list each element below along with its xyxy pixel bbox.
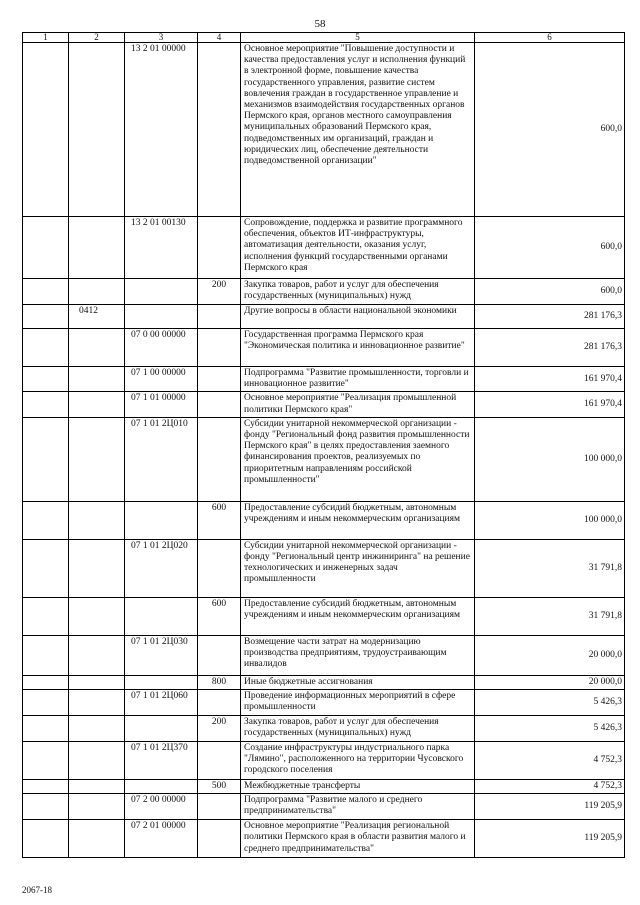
cell-subsection [69,690,125,716]
cell-section [23,716,69,742]
cell-expense-type: 600 [198,501,241,539]
cell-expense-type [198,392,241,417]
cell-description: Основное мероприятие "Реализация региональной политики Пермского края в области развития малого и среднего предпринимательства" [241,820,475,858]
cell-target-code [125,305,198,329]
cell-target-code: 13 2 01 00000 [125,43,198,217]
document-code: 2067-18 [22,885,52,895]
cell-amount: 100 000,0 [475,501,625,539]
cell-expense-type [198,635,241,675]
cell-amount: 281 176,3 [475,305,625,329]
cell-expense-type: 200 [198,279,241,305]
cell-description: Субсидии унитарной некоммерческой организации - фонду "Региональный центр инжиниринга" на решение технологических и инженерных задач промышленности [241,539,475,597]
cell-subsection [69,780,125,794]
cell-description: Другие вопросы в области национальной экономики [241,305,475,329]
cell-section [23,329,69,367]
column-header: 1 [23,33,69,43]
cell-subsection [69,716,125,742]
cell-subsection [69,742,125,780]
cell-section [23,279,69,305]
cell-section [23,392,69,417]
cell-description: Сопровождение, поддержка и развитие программного обеспечения, объектов ИТ-инфраструктуры, автоматизация деятельности, оказания услуг, исполнения функций государственными органами Пермского края [241,217,475,279]
cell-target-code: 07 2 01 00000 [125,820,198,858]
cell-section [23,780,69,794]
cell-subsection [69,794,125,820]
cell-subsection: 0412 [69,305,125,329]
cell-subsection [69,675,125,689]
cell-section [23,501,69,539]
cell-target-code: 13 2 01 00130 [125,217,198,279]
cell-section [23,217,69,279]
cell-amount: 161 970,4 [475,392,625,417]
cell-expense-type: 200 [198,716,241,742]
cell-target-code: 07 1 01 2Ц060 [125,690,198,716]
cell-section [23,417,69,501]
cell-amount: 20 000,0 [475,635,625,675]
cell-amount: 161 970,4 [475,367,625,392]
cell-description: Подпрограмма "Развитие малого и среднего предпринимательства" [241,794,475,820]
table-row [23,305,625,329]
cell-target-code [125,279,198,305]
cell-description: Закупка товаров, работ и услуг для обеспечения государственных (муниципальных) нужд [241,279,475,305]
cell-subsection [69,367,125,392]
cell-amount: 31 791,8 [475,539,625,597]
cell-description: Предоставление субсидий бюджетным, автономным учреждениям и иным некоммерческим организациям [241,597,475,635]
cell-section [23,820,69,858]
cell-subsection [69,43,125,217]
cell-section [23,539,69,597]
cell-section [23,305,69,329]
cell-amount: 119 205,9 [475,794,625,820]
cell-amount: 281 176,3 [475,329,625,367]
cell-amount: 600,0 [475,279,625,305]
cell-expense-type [198,43,241,217]
budget-table [22,32,625,858]
cell-description: Основное мероприятие "Повышение доступности и качества предоставления услуг и исполнения функций в электронной форме, повышение качества государственного управления, развитие систем вовлечения граждан в государственное управление и механизмов взаимодействия государственных органов Пермского края, органов местного самоуправления муниципальных образований Пермского края, подведомственных им организаций, граждан и юридических лиц, обеспечение деятельности подведомственной организации" [241,43,475,217]
cell-expense-type [198,305,241,329]
column-header: 4 [198,33,241,43]
table-body [23,43,625,858]
column-header: 3 [125,33,198,43]
cell-description: Субсидии унитарной некоммерческой организации - фонду "Региональный фонд развития промышленности Пермского края" в целях предоставления заемного финансирования проектов, реализуемых по приоритетным направлениям российской промышленности" [241,417,475,501]
cell-description: Проведение информационных мероприятий в сфере промышленности [241,690,475,716]
page-number: 58 [314,18,326,30]
cell-description: Закупка товаров, работ и услуг для обеспечения государственных (муниципальных) нужд [241,716,475,742]
cell-section [23,690,69,716]
cell-subsection [69,217,125,279]
cell-target-code: 07 0 00 00000 [125,329,198,367]
cell-target-code: 07 1 01 2Ц020 [125,539,198,597]
cell-section [23,742,69,780]
cell-subsection [69,392,125,417]
cell-expense-type [198,690,241,716]
cell-section [23,597,69,635]
cell-expense-type [198,329,241,367]
table-row [23,43,625,217]
cell-subsection [69,279,125,305]
column-header: 5 [241,33,475,43]
cell-expense-type [198,794,241,820]
cell-expense-type [198,820,241,858]
cell-expense-type: 500 [198,780,241,794]
cell-target-code [125,501,198,539]
cell-amount: 31 791,8 [475,597,625,635]
table-row [23,597,625,635]
table-row [23,675,625,689]
cell-subsection [69,501,125,539]
table-row [23,392,625,417]
cell-target-code [125,716,198,742]
cell-expense-type: 600 [198,597,241,635]
cell-amount: 4 752,3 [475,780,625,794]
cell-expense-type: 800 [198,675,241,689]
cell-description: Иные бюджетные ассигнования [241,675,475,689]
cell-amount: 4 752,3 [475,742,625,780]
cell-amount: 20 000,0 [475,675,625,689]
cell-target-code [125,780,198,794]
cell-section [23,794,69,820]
cell-amount: 600,0 [475,217,625,279]
cell-description: Межбюджетные трансферты [241,780,475,794]
cell-target-code: 07 2 00 00000 [125,794,198,820]
cell-description: Основное мероприятие "Реализация промышленной политики Пермского края" [241,392,475,417]
table-row [23,716,625,742]
cell-description: Предоставление субсидий бюджетным, автономным учреждениям и иным некоммерческим организациям [241,501,475,539]
column-header: 2 [69,33,125,43]
cell-subsection [69,417,125,501]
column-header: 6 [475,33,625,43]
cell-description: Подпрограмма "Развитие промышленности, торговли и инновационное развитие" [241,367,475,392]
cell-description: Возмещение части затрат на модернизацию производства предприятиям, трудоустраивающим инвалидов [241,635,475,675]
table-row [23,539,625,597]
table-row [23,217,625,279]
cell-section [23,43,69,217]
cell-amount: 5 426,3 [475,690,625,716]
cell-subsection [69,635,125,675]
cell-target-code: 07 1 01 2Ц030 [125,635,198,675]
table-row [23,780,625,794]
table-row [23,742,625,780]
table-row [23,367,625,392]
cell-target-code: 07 1 01 2Ц010 [125,417,198,501]
table-row [23,329,625,367]
table-row [23,501,625,539]
cell-expense-type [198,217,241,279]
table-row [23,279,625,305]
table-row [23,820,625,858]
cell-target-code: 07 1 01 00000 [125,392,198,417]
cell-expense-type [198,539,241,597]
cell-expense-type [198,367,241,392]
cell-amount: 100 000,0 [475,417,625,501]
table-row [23,690,625,716]
cell-subsection [69,597,125,635]
cell-subsection [69,539,125,597]
cell-section [23,367,69,392]
cell-amount: 5 426,3 [475,716,625,742]
cell-expense-type [198,742,241,780]
cell-target-code: 07 1 01 2Ц370 [125,742,198,780]
cell-description: Создание инфраструктуры индустриального парка "Лямино", расположенного на территории Чусовского городского поселения [241,742,475,780]
cell-section [23,675,69,689]
cell-amount: 119 205,9 [475,820,625,858]
cell-target-code [125,597,198,635]
table-row [23,417,625,501]
cell-subsection [69,820,125,858]
cell-description: Государственная программа Пермского края "Экономическая политика и инновационное развитие" [241,329,475,367]
table-row [23,794,625,820]
cell-amount: 600,0 [475,43,625,217]
cell-target-code [125,675,198,689]
column-number-row [23,33,625,43]
cell-target-code: 07 1 00 00000 [125,367,198,392]
cell-subsection [69,329,125,367]
table-row [23,635,625,675]
cell-section [23,635,69,675]
cell-expense-type [198,417,241,501]
